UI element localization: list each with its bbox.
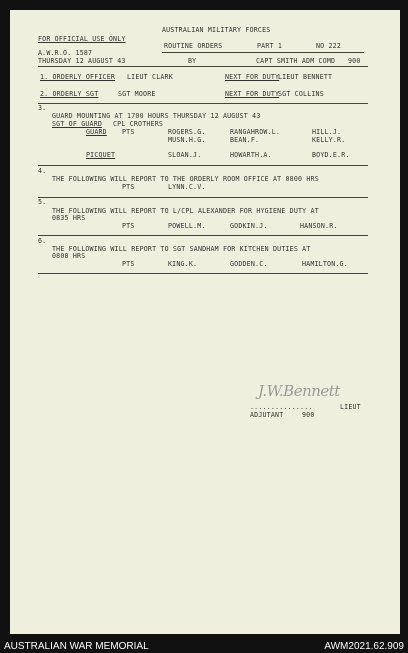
orderly-officer-label: 1. ORDERLY OFFICER <box>40 73 116 81</box>
forces-title: AUSTRALIAN MILITARY FORCES <box>162 26 271 34</box>
orderly-sgt: SGT MOORE <box>118 90 156 98</box>
item-5-text: THE FOLLOWING WILL REPORT TO L/CPL ALEXANDER FOR HYGIENE DUTY AT <box>52 207 319 215</box>
classification: FOR OFFICIAL USE ONLY <box>38 35 126 43</box>
item-3-number: 3. <box>38 104 47 112</box>
picquet-name: SLOAN.J. <box>168 151 202 159</box>
commander: CAPT SMITH ADM COMD <box>256 57 336 65</box>
item-4-text: THE FOLLOWING WILL REPORT TO THE ORDERLY ROOM OFFICE AT 0800 HRS <box>52 175 319 183</box>
guard-label: GUARD <box>86 128 107 136</box>
item-6-name: KING.K. <box>168 260 198 268</box>
item-6-text-2: 0800 HRS <box>52 252 86 260</box>
unit-ref: A.W.R.O. 1587 <box>38 49 93 57</box>
item-5-name: POWELL.M. <box>168 222 206 230</box>
footer-source: AUSTRALIAN WAR MEMORIAL <box>4 641 149 652</box>
order-date: THURSDAY 12 AUGUST 43 <box>38 57 126 65</box>
orderly-officer: LIEUT CLARK <box>127 73 173 81</box>
orderly-sgt-label: 2. ORDERLY SGT <box>40 90 99 98</box>
section-rule-5 <box>38 197 368 198</box>
guard-name: KELLY.R. <box>312 136 346 144</box>
item-6-name: GODDEN.C. <box>230 260 268 268</box>
commander-number: 900 <box>348 57 361 65</box>
next-sgt: SGT COLLINS <box>278 90 324 98</box>
item-5-name: HANSON.R. <box>300 222 338 230</box>
section-rule-4 <box>38 165 368 166</box>
by-label: BY <box>188 57 197 65</box>
item-6-pts: PTS <box>122 260 135 268</box>
item-5-name: GODKIN.J. <box>230 222 268 230</box>
guard-name: BEAN.F. <box>230 136 260 144</box>
header-rule <box>162 52 364 53</box>
item-6-number: 6. <box>38 237 47 245</box>
picquet-name: HOWARTH.A. <box>230 151 272 159</box>
footer-accession-number: AWM2021.62.909 <box>324 641 404 652</box>
archive-footer <box>0 638 408 653</box>
orders-title: ROUTINE ORDERS <box>164 42 223 50</box>
order-number: NO 222 <box>316 42 342 50</box>
next-sgt-label: NEXT FOR DUTY <box>225 90 280 98</box>
section-rule-6 <box>38 235 368 236</box>
item-4-number: 4. <box>38 167 47 175</box>
sgt-of-guard: CPL CROTHERS <box>113 120 164 128</box>
adjutant-number: 900 <box>302 411 315 419</box>
next-officer: LIEUT BENNETT <box>278 73 333 81</box>
section-rule-3 <box>38 103 368 104</box>
item-6-text: THE FOLLOWING WILL REPORT TO SGT SANDHAM FOR KITCHEN DUTIES AT <box>52 245 311 253</box>
picquet-label: PICQUET <box>86 151 116 159</box>
guard-name: HILL.J. <box>312 128 342 136</box>
guard-name: ROGERS.G. <box>168 128 206 136</box>
header-bottom-rule <box>38 66 368 67</box>
item-5-number: 5. <box>38 198 47 206</box>
picquet-name: BOYD.E.R. <box>312 151 350 159</box>
guard-mounting: GUARD MOUNTING AT 1700 HOURS THURSDAY 12 AUGUST 43 <box>52 112 261 120</box>
adjutant-label: ADJUTANT <box>250 411 284 419</box>
item-4-name: LYNN.C.V. <box>168 183 206 191</box>
next-officer-label: NEXT FOR DUTY <box>225 73 280 81</box>
item-5-pts: PTS <box>122 222 135 230</box>
guard-pts: PTS <box>122 128 135 136</box>
sgt-of-guard-label: SGT OF GUARD <box>52 120 103 128</box>
signature-dots: ............... <box>250 403 313 411</box>
item-4-pts: PTS <box>122 183 135 191</box>
item-6-name: HAMILTON.G. <box>302 260 348 268</box>
document-page <box>10 10 400 634</box>
guard-name: RANGAHROW.L. <box>230 128 281 136</box>
part-label: PART 1 <box>257 42 283 50</box>
section-rule-end <box>38 273 368 274</box>
signature-rank: LIEUT <box>340 403 361 411</box>
guard-name: MUSN.H.G. <box>168 136 206 144</box>
item-5-text-2: 0835 HRS <box>52 214 86 222</box>
handwritten-signature: J.W.Bennett <box>258 382 340 400</box>
